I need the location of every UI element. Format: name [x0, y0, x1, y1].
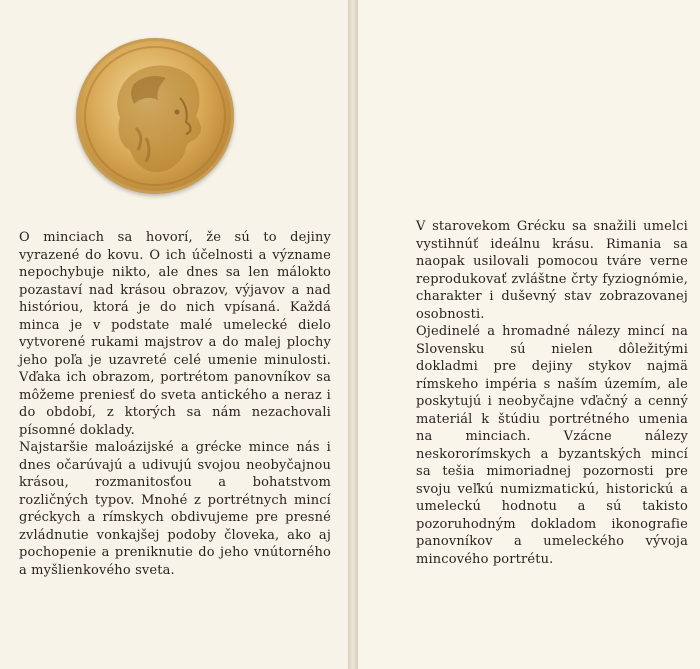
- right-paragraph-1: V starovekom Grécku sa snažili umelci vystihnúť ideálnu krásu. Rimania sa naopak usilovali pomocou tváre verne reprodukovať zvláštne črty fyziognómie, charakter i duševný stav zobrazovanej osobnosti.: [416, 219, 688, 322]
- book-gutter: [348, 0, 358, 669]
- gold-coin-portrait-icon: [76, 38, 234, 194]
- right-body-text: [416, 218, 688, 568]
- left-paragraph-2: Najstaršie maloázijské a grécke mince nás i dnes očarúvajú a udivujú svojou neobyčajnou krásou, rozmanitosťou a bohatstvom rozličných typov. Mnohé z portrétnych mincí gréckych a rímskych obdivujeme pre presné zvládnutie vonkajšej podoby človeka, ako aj pochopenie a preniknutie do jeho vnútorného a myšlienkového sveta.: [19, 440, 331, 578]
- right-page: [358, 0, 700, 669]
- right-paragraph-2: Ojedinelé a hromadné nálezy mincí na Slovensku sú nielen dôležitými dokladmi pre dejiny stykov najmä rímskeho impéria s naším územím, ale poskytujú i neobyčajne vďačný a cenný materiál k štúdiu portrétného umenia na minciach. Vzácne nálezy neskororímskych a byzantských mincí sa tešia mimoriadnej pozornosti pre svoju veľkú numizmatickú, historickú a umeleckú hodnotu a sú takisto pozoruhodným dokladom ikonografie panovníkov a umeleckého vývoja mincového portrétu.: [416, 324, 688, 567]
- gold-coin-portrait-art: [76, 38, 234, 194]
- left-paragraph-1: O minciach sa hovorí, že sú to dejiny vyrazené do kovu. O ich účelnosti a význame nepochybuje nikto, ale dnes sa len málokto pozastaví nad krásou obrazov, výjavov a nad históriou, ktorá je do nich vpísaná. Každá minca je v podstate malé umelecké dielo vytvorené rukami majstrov a do malej plochy jeho poľa je uzavreté celé umenie minulosti. Vďaka ich obrazom, portrétom panovníkov sa môžeme preniesť do sveta antického a neraz i do období, z ktorých sa nám nezachovali písomné doklady.: [19, 230, 331, 438]
- left-page: [0, 0, 348, 669]
- left-body-text: [19, 229, 331, 579]
